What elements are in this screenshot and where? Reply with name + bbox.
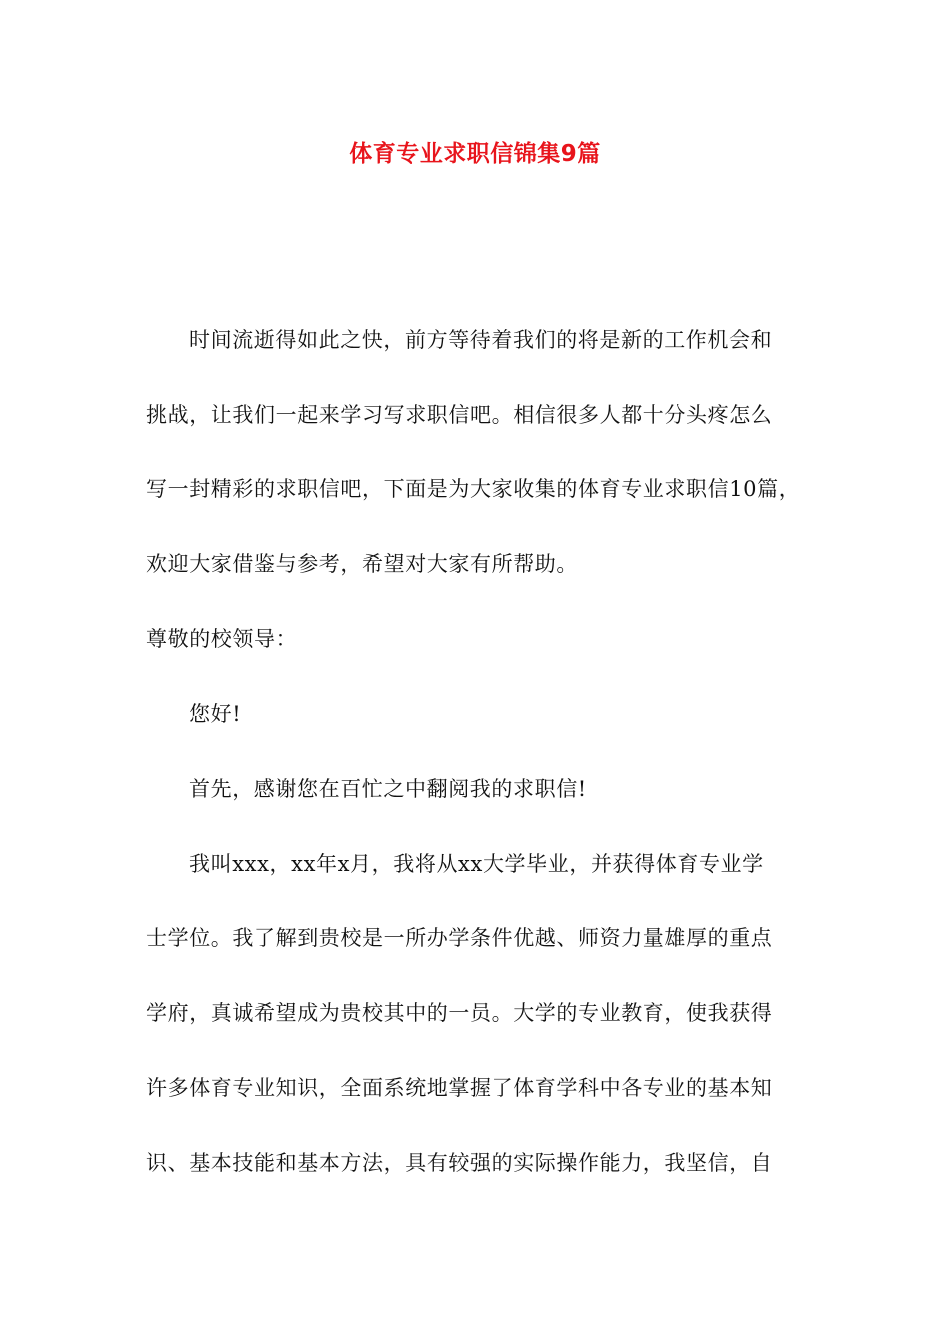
salutation: 尊敬的校领导： <box>146 627 298 651</box>
intro-line-1: 时间流逝得如此之快，前方等待着我们的将是新的工作机会和 <box>189 328 773 352</box>
intro-line-2: 挑战，让我们一起来学习写求职信吧。相信很多人都十分头疼怎么 <box>146 403 773 427</box>
body-line-5: 识、基本技能和基本方法，具有较强的实际操作能力，我坚信，自 <box>146 1151 773 1175</box>
body-line-2: 士学位。我了解到贵校是一所办学条件优越、师资力量雄厚的重点 <box>146 926 773 950</box>
body-line-1: 我叫xxx，xx年x月，我将从xx大学毕业，并获得体育专业学 <box>189 852 764 876</box>
intro-line-3: 写一封精彩的求职信吧，下面是为大家收集的体育专业求职信10篇， <box>146 477 801 501</box>
greeting: 您好! <box>189 702 242 726</box>
thanks-line: 首先，感谢您在百忙之中翻阅我的求职信! <box>189 777 587 801</box>
intro-line-4: 欢迎大家借鉴与参考，希望对大家有所帮助。 <box>146 552 578 576</box>
document-title: 体育专业求职信锦集9篇 <box>349 141 601 167</box>
body-line-3: 学府，真诚希望成为贵校其中的一员。大学的专业教育，使我获得 <box>146 1001 773 1025</box>
body-line-4: 许多体育专业知识，全面系统地掌握了体育学科中各专业的基本知 <box>146 1076 773 1100</box>
